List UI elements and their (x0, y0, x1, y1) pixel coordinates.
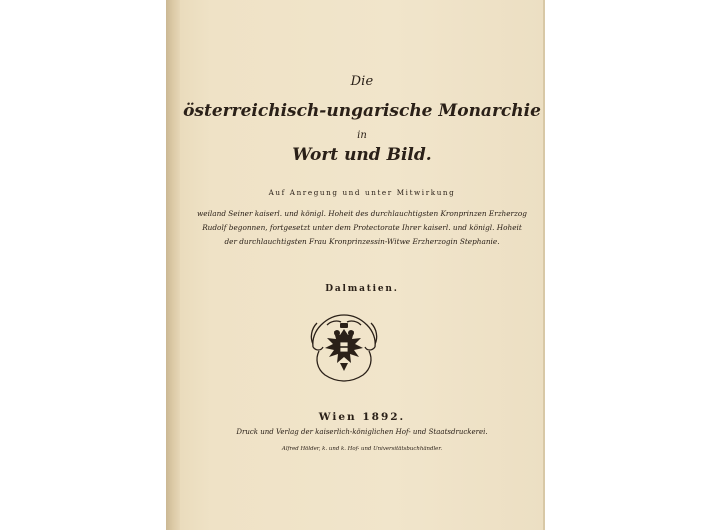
patron-line-1: weiland Seiner kaiserl. und königl. Hoheit des durchlauchtigsten Kronprinzen Erzherzog (197, 209, 527, 218)
patron-line-2: Rudolf begonnen, fortgesetzt unter dem Protectorate Ihrer kaiserl. und königl. Hoheit (202, 223, 522, 232)
main-title: österreichisch-ungarische Monarchie (183, 101, 541, 121)
title-die: Die (350, 74, 374, 89)
patron-line-3: der durchlauchtigsten Frau Kronprinzessin-Witwe Erzherzogin Stephanie. (224, 237, 500, 246)
volume-title: Dalmatien. (325, 284, 399, 294)
title-page (180, 0, 544, 530)
imprint: Druck und Verlag der kaiserlich-königlichen Hof- und Staatsdruckerei. (236, 428, 488, 436)
double-headed-eagle-crest-icon (307, 311, 381, 385)
place-year: Wien 1892. (318, 411, 406, 423)
auf-anregung-line: Auf Anregung und unter Mitwirkung (268, 188, 456, 197)
distributor: Alfred Hölder, k. und k. Hof- und Universitätsbuchhändler. (281, 446, 443, 452)
subtitle: Wort und Bild. (292, 145, 432, 165)
book-spine-shadow (166, 0, 180, 530)
title-in: in (357, 130, 367, 141)
